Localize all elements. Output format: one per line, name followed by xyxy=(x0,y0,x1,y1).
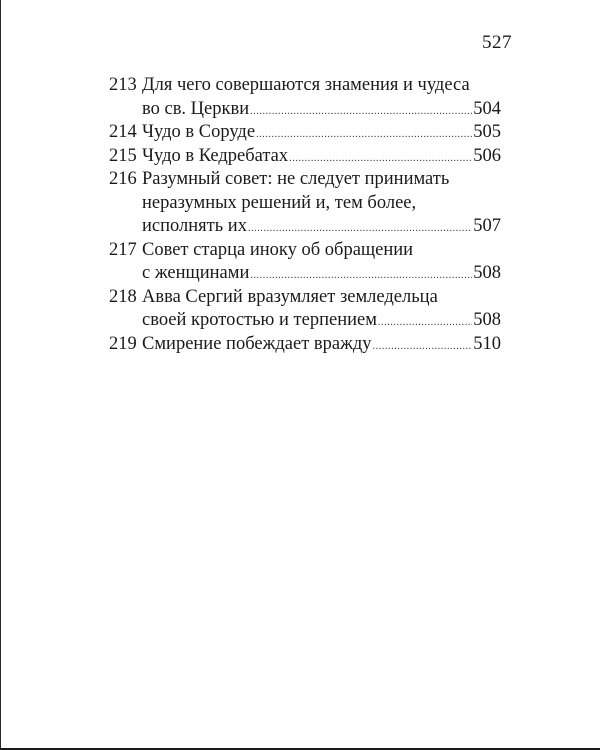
entry-title-line: Разумный совет: не следует принимать xyxy=(142,169,450,189)
entry-title-line: Совет старца иноку об обращении xyxy=(142,239,414,260)
entry-page: 504 xyxy=(473,98,501,119)
toc-entry-217 xyxy=(109,239,501,286)
entry-number: 218 xyxy=(109,286,137,307)
entry-title-line: Чудо в Кедребатах xyxy=(142,145,289,166)
entry-number: 219 xyxy=(109,333,137,354)
entry-title-line: во св. Церкви xyxy=(142,98,250,119)
toc-entry-213 xyxy=(109,74,501,121)
toc-entry-219 xyxy=(109,333,501,357)
entry-number: 214 xyxy=(109,122,137,142)
entry-page: 508 xyxy=(473,263,501,283)
entry-title-line: своей кротостью и терпением xyxy=(142,310,377,330)
entry-page: 508 xyxy=(473,310,501,330)
entry-title-line: Смирение побеждает вражду xyxy=(142,333,372,354)
entry-title-line: с женщинами xyxy=(142,263,250,283)
dot-leader xyxy=(256,123,472,147)
entry-title-line: Для чего совершаются знамения и чудеса xyxy=(142,75,470,95)
entry-number: 215 xyxy=(109,145,137,166)
entry-page: 510 xyxy=(473,333,501,354)
table-of-contents xyxy=(109,74,501,356)
toc-entry-214 xyxy=(109,121,501,145)
dot-leader xyxy=(289,147,472,171)
page-number: 527 xyxy=(482,32,512,53)
toc-entry-216 xyxy=(109,168,501,239)
entry-number: 216 xyxy=(109,169,137,189)
entry-number: 217 xyxy=(109,239,137,260)
entry-page: 506 xyxy=(473,145,501,166)
dot-leader xyxy=(378,311,472,335)
dot-leader xyxy=(373,335,473,359)
dot-leader xyxy=(250,100,472,124)
entry-title-line: Авва Сергий вразумляет земледельца xyxy=(142,286,438,307)
toc-entry-218 xyxy=(109,286,501,333)
page-left-edge xyxy=(0,0,1,750)
entry-number: 213 xyxy=(109,75,137,95)
entry-page: 507 xyxy=(473,216,501,236)
entry-title-line: неразумных решений и, тем более, xyxy=(142,192,417,213)
toc-entry-215 xyxy=(109,145,501,169)
dot-leader xyxy=(250,264,472,288)
dot-leader xyxy=(248,217,472,241)
entry-title-line: Чудо в Соруде xyxy=(142,122,256,142)
entry-page: 505 xyxy=(473,122,501,142)
entry-title-line: исполнять их xyxy=(142,216,247,236)
